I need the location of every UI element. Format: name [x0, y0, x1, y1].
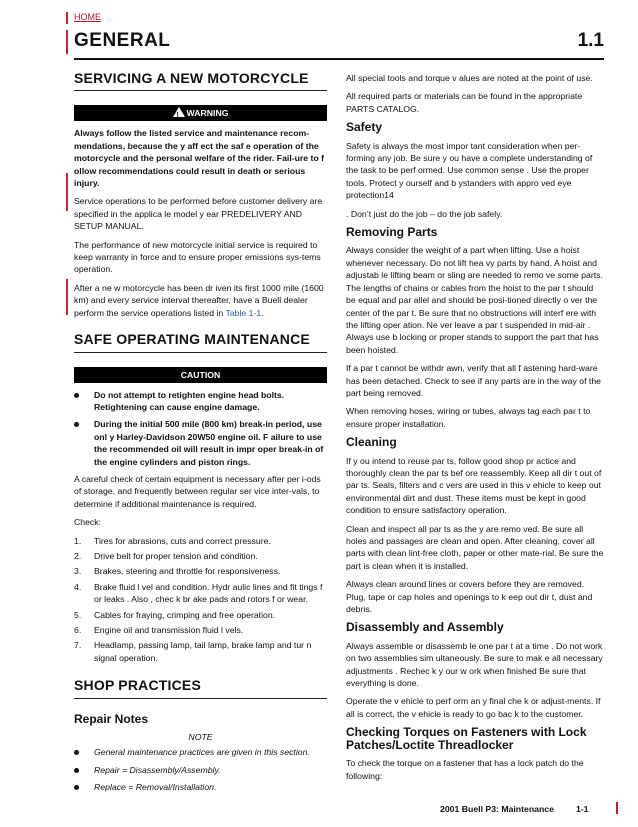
cleaning-heading: Cleaning — [346, 435, 397, 450]
caution-item — [74, 418, 327, 468]
note-item — [74, 764, 327, 776]
bullet-icon — [74, 389, 94, 414]
note-text: Replace = Removal/Installation. — [94, 782, 217, 793]
check-number: 5. — [74, 609, 82, 620]
check-text: Headlamp, passing lamp, tail lamp, brake lamp and tur n signal operation. — [94, 640, 312, 663]
safety-heading: Safety — [346, 120, 383, 135]
servicing-paragraph-2: The performance of new motorcycle initial service is required to keep warranty in force and to ensure proper emissions sys-tems operation. — [74, 239, 321, 275]
servicing-paragraph-3-end: . — [261, 307, 264, 318]
note-item — [74, 746, 327, 758]
disassembly-paragraph-1: Always assemble or disassemb le one par t at a time . Do not work on two assemblies sim ultaneously. Be sure to mak e all necessary adjustments . Rechec k y our w ork when finished Be sure that everything is done. — [346, 640, 603, 689]
warning-icon — [173, 107, 185, 117]
disassembly-heading: Disassembly and Assembly — [346, 620, 504, 635]
servicing-paragraph-1: Service operations to be performed before customer delivery are specified in the applica le model y ear PREDELIVERY AND SETUP MANUAL. — [74, 196, 323, 232]
note-text: General maintenance practices are given in this section. — [94, 747, 310, 758]
check-number: 3. — [74, 566, 82, 577]
bullet-icon — [74, 418, 94, 468]
disassembly-paragraph-2: Operate the v ehicle to perf orm an y final che k or adjust-ments. If all is correct, the v ehicle is ready to go bac k to the customer. — [346, 696, 601, 719]
check-text: Tires for abrasions, cuts and correct pressure. — [94, 535, 271, 546]
removing-parts-heading: Removing Parts — [346, 225, 438, 240]
bullet-icon — [74, 746, 94, 758]
check-text: Engine oil and transmission fluid l vels. — [94, 625, 244, 635]
shop-practices-heading: SHOP PRACTICES — [74, 677, 202, 694]
check-number: 1. — [74, 535, 82, 546]
page-title: GENERAL — [74, 30, 171, 51]
safety-paragraph-1: Safety is always the most impor tant consideration when per-forming any job. Be sure y ou have a complete understanding of the task to be perf ormed. Use common sense . Use the proper tools. Protect y ourself and b ystanders with appro ved eye protection14 — [346, 140, 593, 201]
home-link[interactable]: HOME — [74, 12, 101, 22]
repair-notes-heading: Repair Notes — [74, 711, 149, 726]
bullet-icon — [74, 781, 94, 793]
check-number: 4. — [74, 581, 82, 592]
warning-text: Always follow the listed service and maintenance recom-mendations, because the y aff ect the saf e operation of the motorcycle and the personal welfare of the rider. Fail-ure to f ollow recommendations could result in death or serious injury. — [74, 128, 325, 189]
warning-banner — [74, 105, 327, 121]
section-divider — [74, 352, 327, 353]
servicing-heading: SERVICING A NEW MOTORCYCLE — [74, 70, 309, 86]
revision-bar-footer — [616, 802, 618, 814]
removing-paragraph-2: If a par t cannot be withdr awn, verify that all f astening hard-ware has been detached. Check to see if any parts are in the way of the part being removed. — [346, 363, 601, 398]
cleaning-paragraph-2: Clean and inspect all par ts as the y are remo ved. Be sure all holes and passages are clean and open. After cleaning, cover all parts with clean lint-free cloth, paper or other mate-rial. Be sure the part is clean when it is installed. — [346, 523, 604, 571]
right-column — [346, 72, 604, 788]
caution-banner — [74, 367, 327, 383]
torque-heading: Checking Torques on Fasteners with Lock Patches/Loctite Threadlocker — [346, 725, 587, 752]
check-item — [74, 565, 327, 577]
revision-bar-dealer — [66, 279, 68, 315]
footer-page-number: 1-1 — [575, 804, 589, 814]
caution-text: Do not attempt to retighten engine head bolts. Retightening can cause engine damage. — [94, 389, 285, 412]
check-item — [74, 535, 327, 547]
table-1-1-link[interactable]: Table 1-1 — [225, 307, 262, 318]
cleaning-paragraph-3: Always clean around lines or covers before they are removed. Plug, tape or cap holes and openings to k eep out dir t, dust and debris. — [346, 579, 593, 615]
servicing-paragraph-3 — [74, 282, 327, 319]
section-number: 1.1 — [577, 30, 604, 51]
check-item — [74, 581, 327, 606]
note-item — [74, 781, 327, 793]
parts-paragraph: All required parts or materials can be found in the appropriate PARTS CATALOG. — [346, 91, 583, 114]
check-number: 7. — [74, 640, 82, 651]
removing-paragraph-3: When removing hoses, wiring or tubes, always tag each par t to ensure proper installation. — [346, 406, 591, 429]
servicing-paragraph-3-text: After a ne w motorcycle has been dr iven its first 1000 mile (1600 km) and every service interval thereafter, have a Buell dealer perform the service operations listed in — [74, 282, 324, 318]
revision-bar-title — [66, 30, 68, 54]
check-text: Drive belt for proper tension and condition. — [94, 550, 258, 561]
safe-operating-heading: SAFE OPERATING MAINTENANCE — [74, 331, 310, 348]
check-label: Check: — [74, 517, 102, 528]
check-number: 2. — [74, 550, 82, 561]
check-item — [74, 550, 327, 562]
check-text: Cables for fraying, crimping and free operation. — [94, 609, 276, 620]
check-item — [74, 639, 327, 664]
removing-paragraph-1: Always consider the weight of a part when lifting. Use a hoist whenever necessary. Do not lift hea vy parts by hand. A hoist and adjustab le lifting beam or sling are needed to remo ve some parts. The lengths of chains or cables from the hoist to the par t should be equal and par allel and should be posi-tioned directly o ver the center of the par t. Be sure that no obstructions will interf ere with the lifting oper ation. Ne ver leave a par t suspended in mid-air . Always use b locking or proper stands to support the part that has been hoisted. — [346, 245, 603, 355]
bullet-icon — [74, 764, 94, 776]
note-text: Repair = Disassembly/Assembly. — [94, 764, 221, 775]
header-rule — [74, 58, 604, 60]
safe-paragraph-1: A careful check of certain equipment is necessary after per i-ods of storage, and frequently between regular ser vice inter-vals, to determine if additional maintenance is required. — [74, 473, 321, 509]
page-footer — [440, 804, 589, 814]
warning-label: WARNING — [186, 108, 229, 119]
check-text: Brakes, steering and throttle for responsiveness. — [94, 566, 281, 577]
check-item — [74, 624, 327, 636]
left-column — [74, 72, 327, 799]
safety-paragraph-2: . Don’t just do the job – do the job safely. — [346, 208, 503, 219]
caution-text: During the initial 500 mile (800 km) break-in period, use onl y Harley-Davidson 20W50 engine oil. F ailure to use the recommended oil will result in impr oper break-in of the engine cylinders and piston rings. — [94, 419, 324, 467]
check-number: 6. — [74, 625, 82, 635]
caution-item — [74, 389, 327, 414]
check-text: Brake fluid l vel and condition. Hydr aulic lines and fit tings f or leaks . Also , chec k br ake pads and rotors f or wear. — [94, 581, 323, 605]
caution-label: CAUTION — [180, 369, 221, 380]
section-divider — [74, 698, 327, 699]
note-label: NOTE — [188, 732, 213, 743]
check-item — [74, 609, 327, 621]
revision-bar-warning — [66, 173, 68, 211]
cleaning-paragraph-1: If y ou intend to reuse par ts, follow good shop pr actice and thoroughly clean the par ts bef ore reassembly. Keep all dir t out of par ts. Seals, filters and c vers are used in this v ehicle to keep out environmental dirt and dust. These items must be kept in good condition to ensure satisfactory operation. — [346, 455, 602, 516]
tools-paragraph: All special tools and torque v alues are noted at the point of use. — [346, 73, 593, 83]
torque-paragraph-1: To check the torque on a fastener that has a lock patch do the following: — [346, 758, 584, 781]
footer-document-title: 2001 Buell P3: Maintenance — [440, 804, 554, 814]
revision-bar-home — [66, 12, 68, 24]
section-divider — [74, 90, 327, 91]
page-header — [74, 30, 604, 54]
